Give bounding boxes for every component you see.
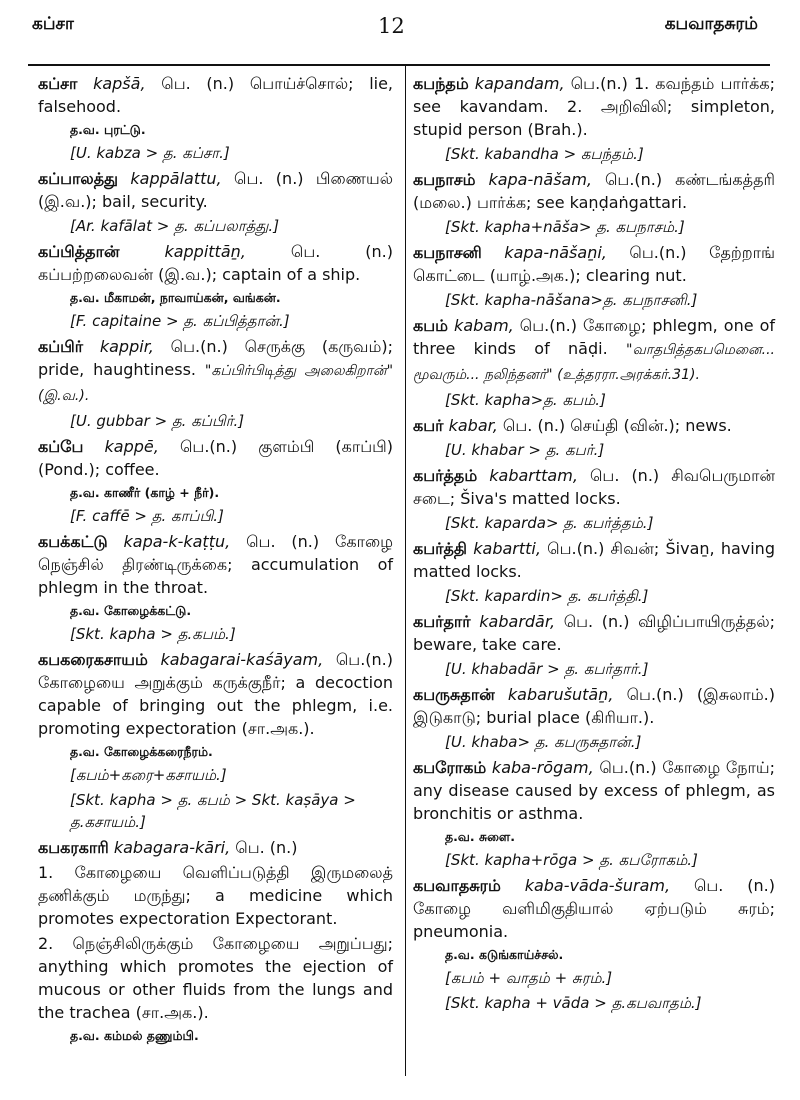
headword: கப்சா [38,74,78,93]
definition: பிணையல் (இ.வ.); bail, security. [38,169,394,211]
definition: சிவன்; Šivaṉ, having matted locks. [413,539,775,581]
headword: கபம் [413,316,449,335]
etymology: [Skt. kapha + vāda > த.கபவாதம்.] [445,994,702,1012]
headword: கபர் [413,416,444,435]
left-column [38,72,393,1048]
transliteration: kaba-vāda-šuram, [524,876,671,895]
transliteration: kabar, [448,416,498,435]
headword: கபக்கட்டு [38,532,108,551]
etymology: [U. khabadār > த. கபர்தார்.] [445,660,649,678]
entry-kappalattu [38,167,393,213]
entry-kabarttam [413,464,775,510]
definition: கோழை வளிமிகுதியால் ஏற்படும் சுரம்; pneumonia. [413,899,775,941]
headword: கபநாசனி [413,243,482,262]
entry-kabartti [413,537,775,583]
entry-kabavadasuram [413,874,775,943]
part-of-speech: பெ.(n.) [570,74,628,93]
part-of-speech: பெ. (n.) [161,74,235,93]
tamil-equivalent: த.வ. மீகாமன், நாவாய்கன், வங்கன். [70,290,281,305]
transliteration: kabarušutāṉ, [507,685,614,704]
part-of-speech: பெ.(n.) [547,539,605,558]
part-of-speech: பெ. (n.) [502,416,566,435]
headword: கப்பே [38,437,84,456]
running-head-right: கபவாதசுரம் [664,14,758,34]
transliteration: kappittāṉ, [164,242,246,261]
tamil-equivalent: த.வ. காணீர் (காழ் + நீர்). [70,485,220,500]
headword: கபர்த்தம் [413,466,478,485]
column-divider [405,66,406,1076]
entry-kabagarakari [38,836,393,859]
etymology: [U. khaba> த. கபருசுதான்.] [445,733,642,751]
etymology: [Skt. kapardin> த. கபர்த்தி.] [445,587,649,605]
transliteration: kapa-nāšaṉi, [504,243,607,262]
entry-kapanasam [413,168,775,214]
etymology: [F. capitaine > த. கப்பித்தான்.] [70,312,290,330]
transliteration: kappir, [99,337,154,356]
part-of-speech: பெ. (n.) [563,612,630,631]
entry-kapakkattu [38,530,393,599]
derivation-note: [கபம் + வாதம் + சுரம்.] [445,969,613,987]
headword: கபநாசம் [413,170,476,189]
definition: கோழையை அறுக்கும் கருக்குநீர்; a decoction capable of bringing out the phlegm, i.e. promoting expectoration (சா.அக.). [38,673,393,738]
headword: கபந்தம் [413,74,469,93]
transliteration: kabagara-kāri, [113,838,231,857]
definition: தேற்றாங் கொட்டை (யாழ்.அக.); clearing nut. [413,243,776,285]
definition: விழிப்பாயிருத்தல்; beware, take care. [413,612,776,654]
tamil-equivalent: த.வ. கோழைக்கட்டு. [70,603,192,618]
etymology: [Skt. kaparda> த. கபர்த்தம்.] [445,514,654,532]
definition: செய்தி (வின்.); news. [570,416,732,435]
etymology: [U. gubbar > த. கப்பிர்.] [70,412,245,430]
entry-kappittan [38,240,393,286]
definition: கோழை; phlegm, one of three kinds of nāḍi. [413,316,776,358]
entry-kabarusutan [413,683,775,729]
sense-1: 1. கோழையை வெளிப்படுத்தி இருமலைத் தணிக்கும் மருந்து; a medicine which promotes expectoration Expectorant. [38,863,393,928]
tamil-equivalent: த.வ. கம்மல் தணும்பி. [70,1028,199,1043]
transliteration: kapa-k-kaṭṭu, [123,532,231,551]
definition: குளம்பி (காப்பி) (Pond.); coffee. [38,437,393,479]
part-of-speech: பெ. (n.) [246,532,320,551]
part-of-speech: பெ. (n.) [693,876,775,895]
headword: கபர்த்தி [413,539,468,558]
headword: கப்பாலத்து [38,169,118,188]
entry-kappe [38,435,393,481]
part-of-speech: பெ. (n.) [235,838,298,857]
headword: கபர்தார் [413,612,471,631]
transliteration: kapšā, [93,74,146,93]
transliteration: kabam, [454,316,514,335]
entry-kabardar [413,610,775,656]
definition: (இசுலாம்.) இடுகாடு; burial place (கிரியா.). [413,685,775,727]
headword: கபரோகம் [413,758,487,777]
page-number: 12 [378,14,405,38]
citation: "வாதபித்தகபமெனை... மூவரும்... நலிந்தனர்" (உத்தரரா.அரக்கர்.31). [413,342,776,383]
etymology: [F. caffē > த. காப்பி.] [70,507,224,525]
part-of-speech: பெ.(n.) [626,685,684,704]
sense-2: 2. நெஞ்சிலிருக்கும் கோழையை அறுப்பது; anything which promotes the ejection of mucous or other fluids from the lungs and the trachea (சா.அக.). [38,934,393,1022]
definition: கோழை நோய்; any disease caused by excess of phlegm, as bronchitis or asthma. [413,758,776,823]
definition: பொய்ச்சொல்; lie, falsehood. [38,74,394,116]
part-of-speech: பெ.(n.) [599,758,657,777]
part-of-speech: பெ. (n.) [290,242,394,261]
part-of-speech: பெ.(n.) [604,170,663,189]
etymology: [U. khabar > த. கபர்.] [445,441,605,459]
transliteration: kappālattu, [130,169,222,188]
part-of-speech: பெ. (n.) [589,466,660,485]
etymology: [Ar. kafālat > த. கப்பலாத்து.] [70,217,280,235]
etymology: [Skt. kapha>த. கபம்.] [445,391,606,409]
etymology: [Skt. kapha > த. கபம் > Skt. kaṣāya > த.கசாயம்.] [70,791,356,831]
transliteration: kappē, [104,437,159,456]
transliteration: kabardār, [479,612,556,631]
entry-kapanasani [413,241,775,287]
part-of-speech: பெ.(n.) [629,243,687,262]
entry-kabar [413,414,775,437]
transliteration: kabartti, [473,539,541,558]
entry-kabam [413,314,775,387]
headword: கபவாதசுரம் [413,876,501,895]
tamil-equivalent: த.வ. புரட்டு. [70,122,146,137]
etymology: [Skt. kapha > த.கபம்.] [70,625,236,643]
entry-kapandam [413,72,775,141]
definition: கப்பற்றலைவன் (இ.வ.); captain of a ship. [38,265,361,284]
entry-kapsa [38,72,393,118]
definition: 1. கவந்தம் பார்க்க; see kavandam. 2. அறிவிலி; simpleton, stupid person (Brah.). [413,74,775,139]
definition: சிவபெருமான் சடை; Šiva's matted locks. [413,466,775,508]
tamil-equivalent: த.வ. கடுங்காய்ச்சல். [445,947,564,962]
transliteration: kabagarai-kaśāyam, [160,650,324,669]
part-of-speech: பெ.(n.) [170,337,228,356]
derivation-note: [கபம்+கரை+கசாயம்.] [70,766,227,784]
etymology: [U. kabza > த. கப்சா.] [70,144,230,162]
entry-kabarogam [413,756,775,825]
etymology: [Skt. kabandha > கபந்தம்.] [445,145,644,163]
definition: கண்டங்கத்தரி (மலை.) பார்க்க; see kaṇḍaṅgattari. [413,170,776,212]
right-column [413,72,775,1017]
transliteration: kapandam, [474,74,565,93]
headword: கப்பிர் [38,337,84,356]
part-of-speech: பெ.(n.) [179,437,238,456]
entry-kabagaraikasayam [38,648,393,740]
headword: கபகரைகசாயம் [38,650,148,669]
header-rule [28,64,770,66]
tamil-equivalent: த.வ. சுளை. [445,829,515,844]
headword: கபகரகாரி [38,838,109,857]
transliteration: kapa-nāšam, [488,170,593,189]
definition: கோழை நெஞ்சில் திரண்டிருக்கை; accumulation of phlegm in the throat. [38,532,393,597]
transliteration: kaba-rōgam, [491,758,594,777]
running-head-left: கப்சா [32,14,74,34]
entry-kappir [38,335,393,408]
etymology: [Skt. kapha+nāša> த. கபநாசம்.] [445,218,685,236]
part-of-speech: பெ.(n.) [519,316,577,335]
definition: செருக்கு (கருவம்); pride, haughtiness. [38,337,393,379]
headword: கப்பித்தான் [38,242,120,261]
transliteration: kabarttam, [489,466,578,485]
citation: "கப்பிர்பிடித்து அலைகிறான்" (இ.வ.). [38,363,394,404]
etymology: [Skt. kapha-nāšana>த. கபநாசனி.] [445,291,698,309]
tamil-equivalent: த.வ. கோழைக்கரைநீரம். [70,744,213,759]
part-of-speech: பெ. (n.) [233,169,304,188]
part-of-speech: பெ.(n.) [335,650,393,669]
etymology: [Skt. kapha+rōga > த. கபரோகம்.] [445,851,698,869]
headword: கபருசுதான் [413,685,495,704]
